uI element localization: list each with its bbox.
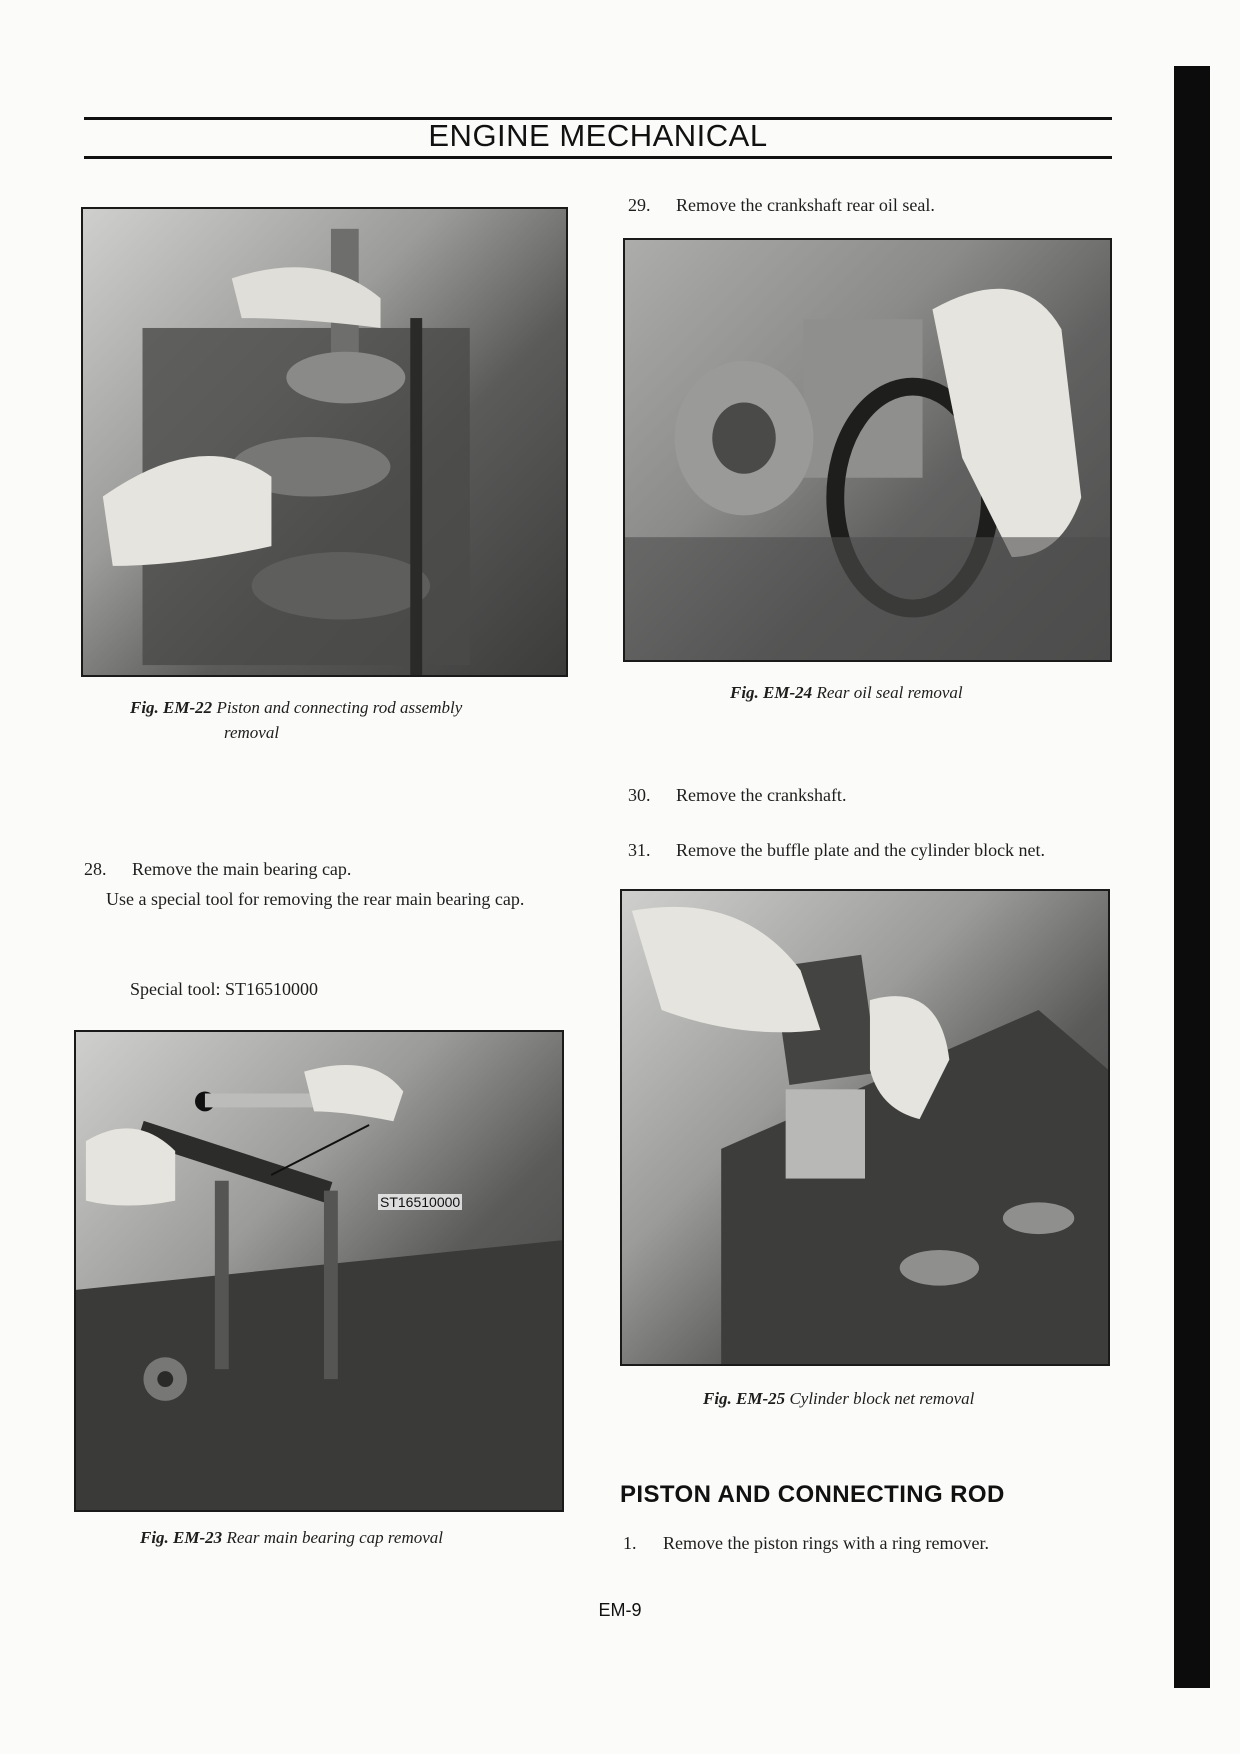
figure-em22-title-line2: removal <box>224 723 280 742</box>
step-28-note: Use a special tool for removing the rear main bearing cap. <box>106 889 525 909</box>
figure-em25-number: Fig. EM-25 <box>703 1389 786 1408</box>
step-31 <box>628 835 1114 865</box>
step-28-number: 28. <box>84 859 107 879</box>
figure-em22-photo <box>81 207 568 677</box>
figure-em22-title-line1: Piston and connecting rod assembly <box>216 698 463 717</box>
figure-em23-photo <box>74 1030 564 1512</box>
scan-edge-bar <box>1174 66 1210 1688</box>
figure-em24-caption <box>730 680 1110 705</box>
figure-em25-title: Cylinder block net removal <box>789 1389 975 1408</box>
figure-em23-tool-label: ST16510000 <box>380 1194 461 1210</box>
step-31-number: 31. <box>628 840 651 860</box>
figure-em24-number: Fig. EM-24 <box>730 683 813 702</box>
figure-em24-title: Rear oil seal removal <box>816 683 963 702</box>
step-29 <box>628 190 1108 220</box>
section-step-1 <box>623 1528 1103 1558</box>
step-28 <box>84 854 570 884</box>
step-31-text: Remove the buffle plate and the cylinder block net. <box>676 840 1046 860</box>
step-29-text: Remove the crankshaft rear oil seal. <box>676 195 935 215</box>
figure-em24-photo <box>623 238 1112 662</box>
figure-em25-photo <box>620 889 1110 1366</box>
page-number: EM-9 <box>598 1600 642 1620</box>
figure-em25-caption <box>703 1386 1103 1411</box>
figure-em23-caption <box>140 1525 560 1550</box>
figure-em23-number: Fig. EM-23 <box>140 1528 223 1547</box>
figure-em22-number: Fig. EM-22 <box>130 698 213 717</box>
step-30-text: Remove the crankshaft. <box>676 785 847 805</box>
header-rule-bottom <box>84 156 1112 159</box>
figure-em22-caption <box>130 695 570 745</box>
step-29-number: 29. <box>628 195 651 215</box>
page-title: ENGINE MECHANICAL <box>428 118 768 153</box>
step-28-text: Remove the main bearing cap. <box>132 859 352 879</box>
step-30 <box>628 780 1108 810</box>
figure-em23-title: Rear main bearing cap removal <box>226 1528 443 1547</box>
section-heading-piston: PISTON AND CONNECTING ROD <box>620 1481 1005 1508</box>
section-step-1-text: Remove the piston rings with a ring remover. <box>663 1533 989 1553</box>
step-30-number: 30. <box>628 785 651 805</box>
section-step-1-number: 1. <box>623 1533 637 1553</box>
step-28-special-tool: Special tool: ST16510000 <box>130 979 318 999</box>
